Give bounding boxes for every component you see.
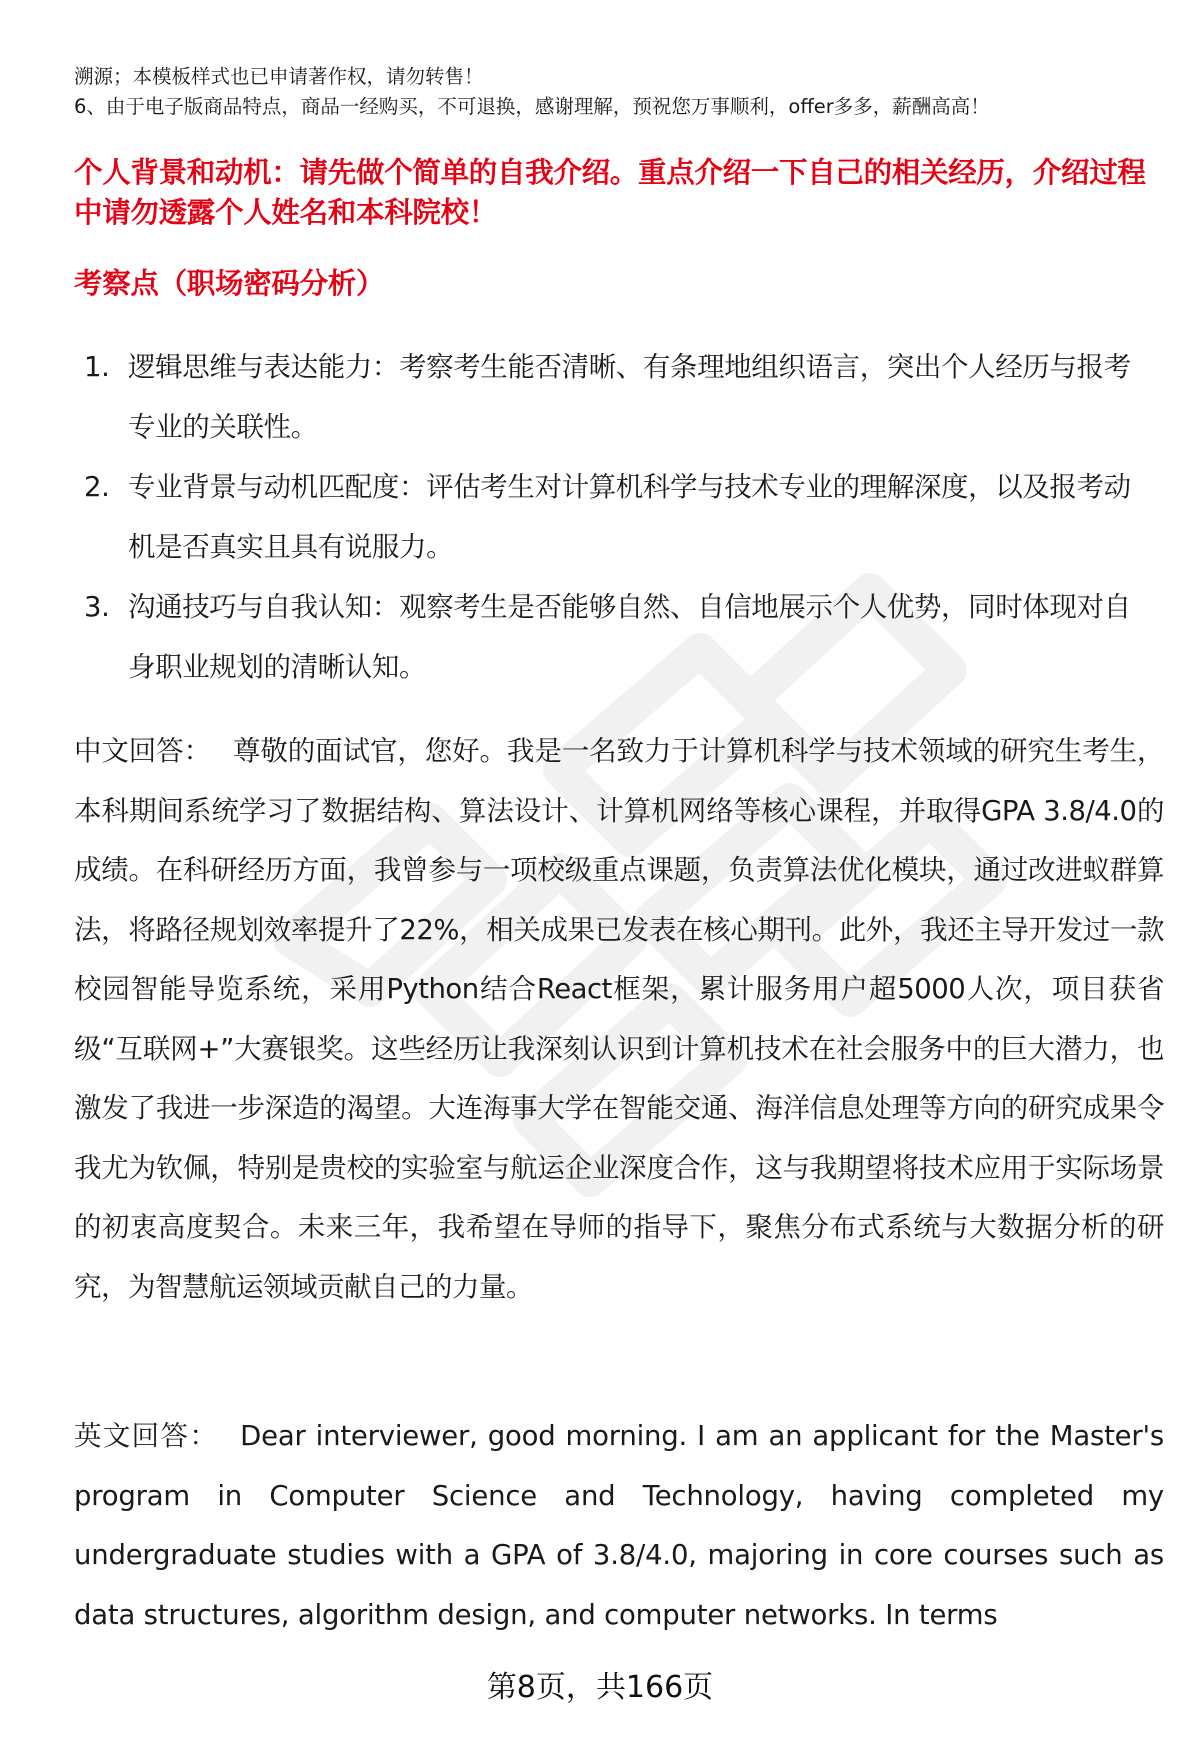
key-point-item [84,577,1144,697]
key-point-number: 2. [84,471,110,503]
question-heading: 个人背景和动机：请先做个简单的自我介绍。重点介绍一下自己的相关经历，介绍过程中请勿透露个人姓名和本科院校！ [74,156,1146,229]
key-points-title: 考察点（职场密码分析） [74,267,385,300]
english-answer-label: 英文回答： [74,1420,219,1452]
chinese-answer [74,722,1164,1317]
key-point-text: 逻辑思维与表达能力：考察考生能否清晰、有条理地组织语言，突出个人经历与报考专业的关联性。 [128,351,1131,443]
key-point-text: 专业背景与动机匹配度：评估考生对计算机科学与技术专业的理解深度，以及报考动机是否真实且具有说服力。 [128,471,1131,563]
key-point-item [84,457,1144,577]
notice-line-2: 6、由于电子版商品特点，商品一经购买，不可退换，感谢理解，预祝您万事顺利，offer多多，薪酬高高！ [74,95,990,118]
chinese-answer-text: 尊敬的面试官，您好。我是一名致力于计算机科学与技术领域的研究生考生，本科期间系统学习了数据结构、算法设计、计算机网络等核心课程，并取得GPA 3.8/4.0的成绩。在科研经历方面，我曾参与一项校级重点课题，负责算法优化模块，通过改进蚁群算法，将路径规划效率提升了22%，相关成果已发表在核心期刊。此外，我还主导开发过一款校园智能导览系统，采用Python结合React框架，累计服务用户超5000人次，项目获省级“互联网+”大赛银奖。这些经历让我深刻认识到计算机技术在社会服务中的巨大潜力，也激发了我进一步深造的渴望。大连海事大学在智能交通、海洋信息处理等方向的研究成果令我尤为钦佩，特别是贵校的实验室与航运企业深度合作，这与我期望将技术应用于实际场景的初衷高度契合。未来三年，我希望在导师的指导下，聚焦分布式系统与大数据分析的研究，为智慧航运领域贡献自己的力量。 [74,735,1165,1303]
english-answer-text: Dear interviewer, good morning. I am an applicant for the Master's program in Computer Science and Technology, having completed my undergraduate studies with a GPA of 3.8/4.0, majoring in core courses such as data structures, algorithm design, and computer networks. In terms [74,1420,1164,1631]
key-point-text: 沟通技巧与自我认知：观察考生是否能够自然、自信地展示个人优势，同时体现对自身职业规划的清晰认知。 [128,591,1131,683]
key-point-item [84,337,1144,457]
chinese-answer-label: 中文回答： [74,735,211,767]
page-number-footer: 第8页，共166页 [486,1670,714,1705]
key-points-list [84,337,1144,697]
notice-line-1: 溯源；本模板样式也已申请著作权，请勿转售！ [74,65,484,88]
key-point-number: 3. [84,591,110,623]
english-answer [74,1407,1164,1645]
key-point-number: 1. [84,351,110,383]
